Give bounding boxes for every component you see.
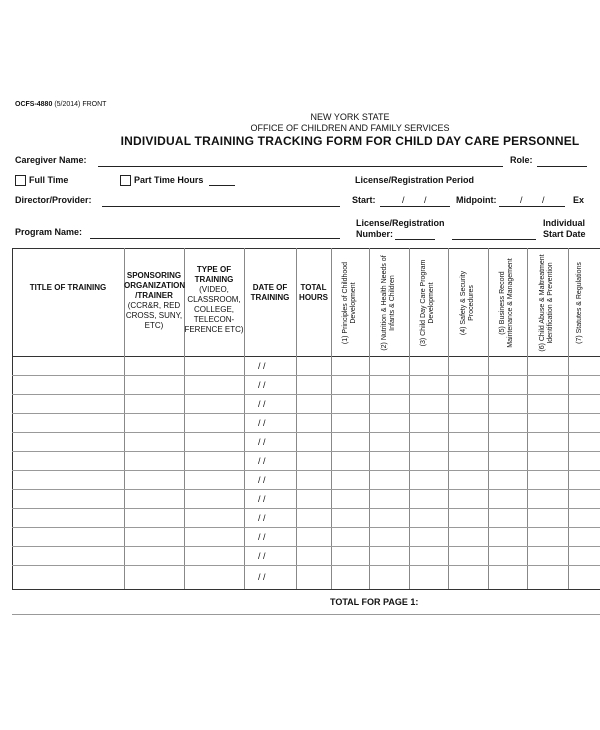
totals-row-line: [12, 614, 600, 615]
date-placeholder: / /: [258, 456, 266, 466]
midpoint-label: Midpoint:: [456, 195, 497, 205]
role-label: Role:: [510, 155, 533, 165]
sponsor-line-3: /TRAINER: [135, 291, 173, 300]
date-placeholder: / /: [258, 380, 266, 390]
director-provider-field[interactable]: [102, 206, 340, 207]
sponsor-line-2: ORGANIZATION: [124, 281, 186, 290]
part-time-checkbox[interactable]: [120, 175, 131, 186]
col-divider-9: [488, 248, 489, 590]
total-for-page-label: TOTAL FOR PAGE 1:: [330, 597, 419, 607]
date-placeholder: / /: [258, 475, 266, 485]
table-left-border: [12, 248, 13, 590]
start-date-field[interactable]: [380, 206, 450, 207]
individual-start-field[interactable]: [452, 239, 536, 240]
date-placeholder: / /: [258, 572, 266, 582]
col-divider-8: [448, 248, 449, 590]
header-date-of-training: [244, 283, 296, 303]
header-total-hours: [296, 283, 331, 303]
sponsor-line-6: ETC): [144, 321, 164, 330]
date-line-2: TRAINING: [250, 293, 290, 302]
midpoint-date-slash-1: /: [520, 195, 523, 205]
form-revision: (5/2014) FRONT: [54, 101, 107, 108]
row-line: [12, 413, 600, 414]
header-title-of-training: TITLE OF TRAINING: [29, 283, 107, 292]
date-placeholder: / /: [258, 399, 266, 409]
row-line: [12, 451, 600, 452]
date-placeholder: / /: [258, 551, 266, 561]
full-time-label: Full Time: [29, 175, 69, 185]
caregiver-name-label: Caregiver Name:: [15, 155, 87, 165]
director-provider-label: Director/Provider:: [15, 195, 92, 205]
topic-program-development: (3) Child Day Care Program Development: [420, 259, 435, 347]
date-placeholder: / /: [258, 418, 266, 428]
row-line: [12, 508, 600, 509]
date-placeholder: / /: [258, 513, 266, 523]
expiration-label-cut: Ex: [573, 195, 585, 205]
type-line-2: TRAINING: [194, 275, 234, 284]
row-line: [12, 432, 600, 433]
full-time-checkbox[interactable]: [15, 175, 26, 186]
sponsor-line-4: (CCR&R, RED: [127, 301, 181, 310]
agency-name: OFFICE OF CHILDREN AND FAMILY SERVICES: [250, 123, 450, 133]
midpoint-date-field[interactable]: [499, 206, 565, 207]
form-code-number: OCFS-4880: [15, 101, 53, 108]
state-name: NEW YORK STATE: [310, 112, 390, 122]
midpoint-date-slash-2: /: [542, 195, 545, 205]
type-line-6: TELECON-: [193, 315, 235, 324]
row-line: [12, 489, 600, 490]
type-line-3: (VIDEO,: [199, 285, 229, 294]
part-time-label: Part Time Hours: [134, 175, 204, 185]
program-name-field[interactable]: [90, 238, 340, 239]
date-placeholder: / /: [258, 532, 266, 542]
program-name-label: Program Name:: [15, 227, 83, 237]
form-code: [15, 101, 106, 108]
topic-safety-security: (4) Safety & Security Procedures: [460, 270, 475, 336]
col-divider-11: [568, 248, 569, 590]
col-divider-5: [331, 248, 332, 590]
date-placeholder: / /: [258, 437, 266, 447]
topic-nutrition-health: (2) Nutrition & Health Needs of Infants & Children: [381, 255, 396, 351]
col-divider-10: [527, 248, 528, 590]
training-table: [12, 248, 600, 590]
type-line-7: FERENCE ETC): [184, 325, 244, 334]
license-number-label-2: Number:: [356, 229, 394, 239]
row-line: [12, 375, 600, 376]
table-header-border: [12, 356, 600, 357]
header-type-of-training: [184, 265, 244, 335]
topic-childhood-development: (1) Principles of Childhood Development: [342, 261, 357, 345]
hours-line-1: TOTAL: [300, 283, 327, 292]
date-placeholder: / /: [258, 361, 266, 371]
sponsor-line-1: SPONSORING: [126, 271, 182, 280]
start-label: Start:: [352, 195, 376, 205]
topic-statutes-regulations: (7) Statutes & Regulations: [576, 262, 583, 344]
type-line-4: CLASSROOM,: [187, 295, 241, 304]
col-divider-7: [409, 248, 410, 590]
start-date-slash-1: /: [402, 195, 405, 205]
license-number-label-1: License/Registration: [356, 218, 445, 228]
date-placeholder: / /: [258, 494, 266, 504]
type-line-1: TYPE OF: [196, 265, 232, 274]
part-time-hours-field[interactable]: [209, 185, 235, 186]
topic-business-records: (5) Business Record Maintenance & Management: [499, 258, 514, 348]
header-sponsoring-organization: [124, 271, 184, 331]
col-divider-6: [369, 248, 370, 590]
row-line: [12, 565, 600, 566]
type-line-5: COLLEGE,: [193, 305, 234, 314]
role-field[interactable]: [537, 166, 587, 167]
date-line-1: DATE OF: [252, 283, 288, 292]
caregiver-name-field[interactable]: [98, 166, 503, 167]
table-bottom-border: [12, 589, 600, 590]
license-number-field[interactable]: [395, 239, 435, 240]
individual-start-label-1: Individual: [543, 218, 586, 228]
hours-line-2: HOURS: [299, 293, 328, 302]
license-period-label: License/Registration Period: [355, 175, 475, 185]
row-line: [12, 527, 600, 528]
row-line: [12, 470, 600, 471]
sponsor-line-5: CROSS, SUNY,: [125, 311, 183, 320]
form-title: INDIVIDUAL TRAINING TRACKING FORM FOR CHILD DAY CARE PERSONNEL: [120, 134, 580, 148]
individual-start-label-2: Start Date: [543, 229, 586, 239]
row-line: [12, 394, 600, 395]
row-line: [12, 546, 600, 547]
topic-child-abuse: (6) Child Abuse & Maltreatment Identification & Prevention: [539, 254, 554, 352]
table-top-border: [12, 248, 600, 249]
start-date-slash-2: /: [424, 195, 427, 205]
